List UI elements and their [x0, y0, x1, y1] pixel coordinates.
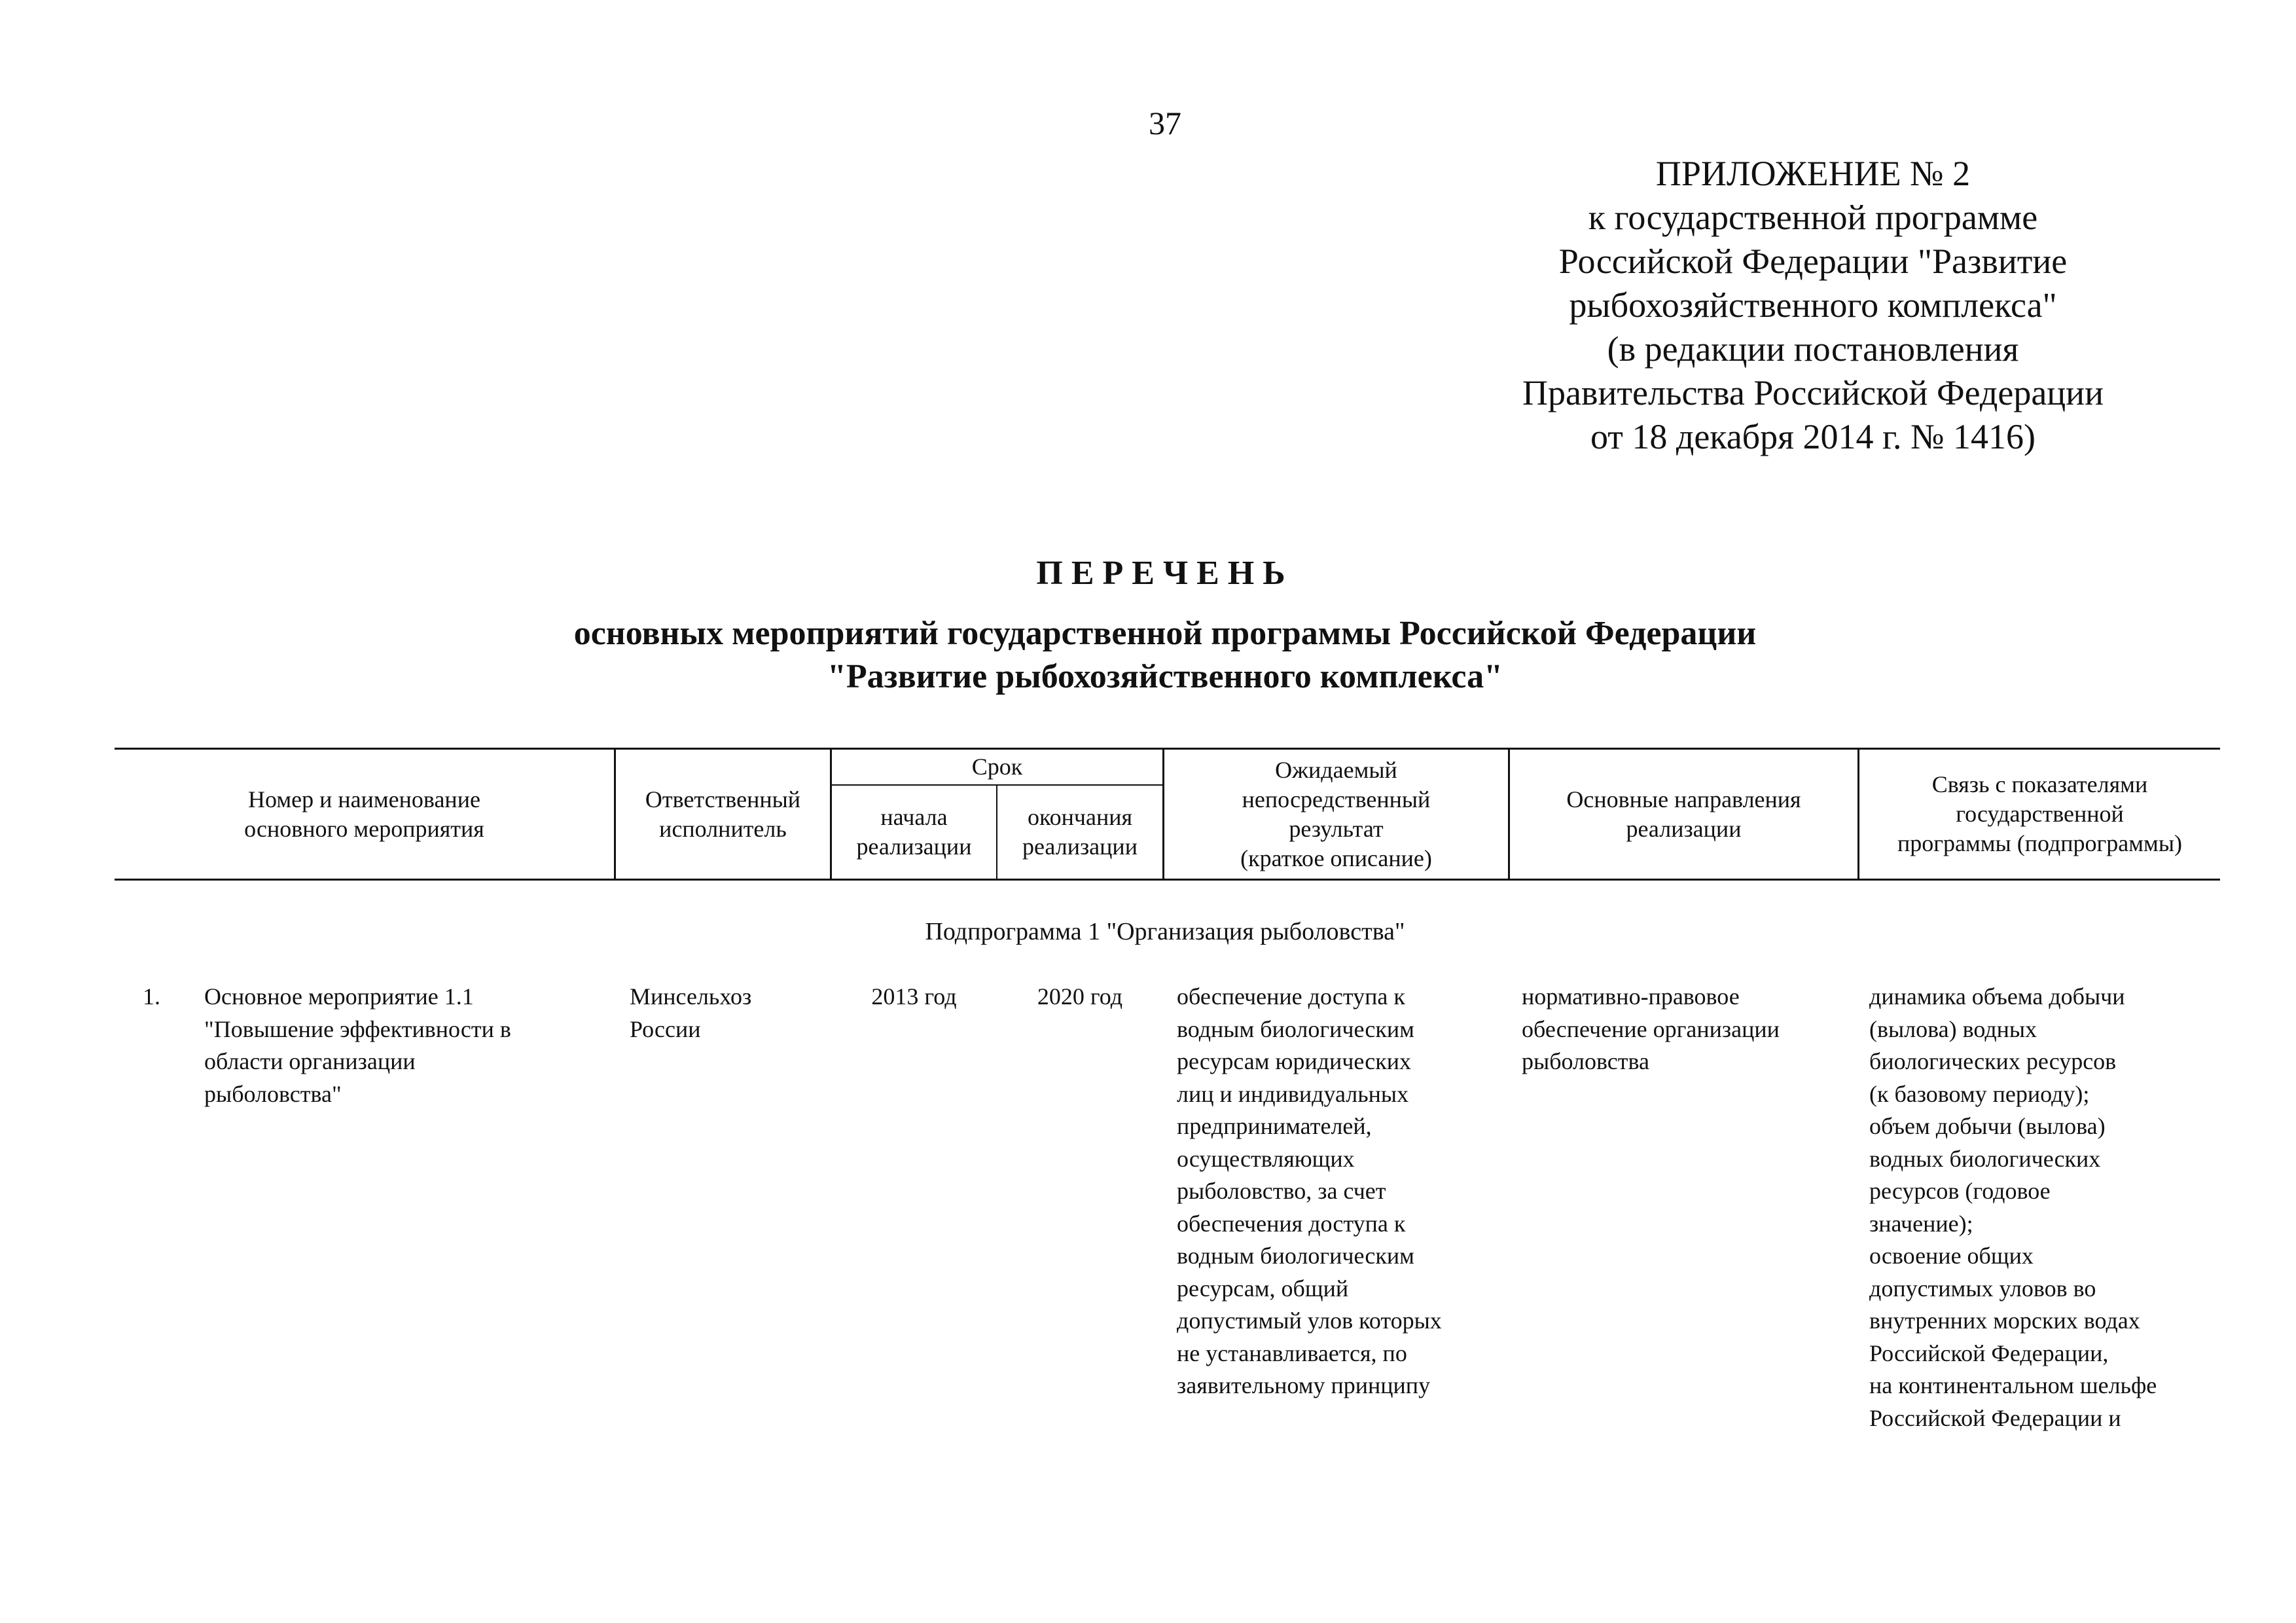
header-text: Ожидаемый	[1275, 756, 1397, 783]
cell-line: водным биологическим	[1177, 1015, 1414, 1042]
cell-line: водных биологических	[1869, 1145, 2101, 1172]
cell-line: внутренних морских водах	[1869, 1307, 2140, 1334]
header-text: реализации	[1626, 815, 1742, 842]
cell-line: ресурсам, общий	[1177, 1275, 1349, 1302]
row-number: 1.	[143, 983, 160, 1010]
header-text: (краткое описание)	[1240, 845, 1432, 871]
cell-line: "Повышение эффективности в	[204, 1015, 511, 1042]
cell-line: предпринимателей,	[1177, 1113, 1372, 1139]
cell-line: Минсельхоз	[630, 983, 752, 1010]
appendix-line: (в редакции постановления	[1607, 329, 2019, 369]
header-text: программы (подпрограммы)	[1897, 830, 2183, 856]
subtitle-line: основных мероприятий государственной программы Российской Федерации	[573, 615, 1757, 652]
cell-line: освоение общих	[1869, 1243, 2034, 1269]
header-term	[832, 750, 1162, 784]
cell-line: (вылова) водных	[1869, 1015, 2037, 1042]
appendix-line: ПРИЛОЖЕНИЕ № 2	[1655, 154, 1971, 193]
row-start: 2013 год	[871, 983, 957, 1010]
cell-line: Основное мероприятие 1.1	[204, 983, 474, 1010]
document-subtitle	[0, 612, 2296, 699]
header-text: результат	[1289, 815, 1384, 842]
header-end	[997, 786, 1162, 879]
cell-line: на континентальном шельфе	[1869, 1372, 2157, 1398]
cell-line: значение);	[1869, 1210, 1973, 1237]
header-text: государственной	[1956, 801, 2124, 827]
page-number: 37	[1149, 105, 1181, 141]
cell-line: биологических ресурсов	[1869, 1048, 2117, 1074]
header-text: реализации	[1022, 833, 1138, 860]
header-activity	[115, 750, 614, 879]
appendix-line: рыбохозяйственного комплекса"	[1569, 285, 2057, 325]
appendix-line: Правительства Российской Федерации	[1522, 373, 2104, 412]
header-text: начала	[880, 804, 948, 830]
cell-line: области организации	[204, 1048, 416, 1074]
row-executor	[630, 981, 751, 1046]
row-indicators	[1869, 981, 2157, 1434]
row-result	[1177, 981, 1442, 1402]
cell-line: рыболовства	[1522, 1048, 1649, 1074]
header-text: Ответственный	[645, 786, 801, 812]
cell-line: обеспечения доступа к	[1177, 1210, 1406, 1237]
cell-line: обеспечение доступа к	[1177, 983, 1405, 1010]
header-text: Номер и наименование	[248, 786, 480, 812]
cell-line: ресурсам юридических	[1177, 1048, 1412, 1074]
table-header-bottom-rule	[115, 879, 2220, 881]
header-text: Связь с показателями	[1931, 771, 2148, 797]
appendix-line: к государственной программе	[1588, 198, 2038, 237]
appendix-line: от 18 декабря 2014 г. № 1416)	[1590, 417, 2036, 456]
header-text: непосредственный	[1242, 786, 1431, 812]
header-start	[832, 786, 996, 879]
header-text: основного мероприятия	[244, 815, 484, 842]
cell-line: нормативно-правовое	[1522, 983, 1740, 1010]
header-text: Основные направления	[1566, 786, 1801, 812]
cell-line: Российской Федерации и	[1869, 1404, 2121, 1431]
cell-line: заявительному принципу	[1177, 1372, 1431, 1398]
cell-line: объем добычи (вылова)	[1869, 1113, 2106, 1139]
cell-line: обеспечение организации	[1522, 1015, 1780, 1042]
cell-line: осуществляющих	[1177, 1145, 1355, 1172]
cell-line: Российской Федерации,	[1869, 1340, 2109, 1366]
cell-line: динамика объема добычи	[1869, 983, 2125, 1010]
row-activity	[204, 981, 511, 1110]
cell-line: допустимый улов которых	[1177, 1307, 1442, 1334]
cell-line: (к базовому периоду);	[1869, 1080, 2090, 1107]
header-text: исполнитель	[659, 815, 787, 842]
header-text: окончания	[1027, 804, 1133, 830]
header-indicators	[1859, 750, 2220, 879]
cell-line: рыболовство, за счет	[1177, 1178, 1386, 1204]
header-result	[1164, 750, 1508, 879]
subprogram-label: Подпрограмма 1 "Организация рыболовства"	[925, 918, 1405, 945]
cell-line: не устанавливается, по	[1177, 1340, 1407, 1366]
cell-line: водным биологическим	[1177, 1243, 1414, 1269]
cell-line: рыболовства"	[204, 1080, 342, 1107]
document-title: ПЕРЕЧЕНЬ	[1036, 555, 1294, 592]
header-text: Срок	[971, 754, 1023, 780]
cell-line: ресурсов (годовое	[1869, 1178, 2051, 1204]
row-directions	[1522, 981, 1780, 1078]
appendix-line: Российской Федерации "Развитие	[1558, 242, 2068, 281]
header-directions	[1510, 750, 1857, 879]
cell-line: допустимых уловов во	[1869, 1275, 2096, 1302]
appendix-note	[1440, 152, 2186, 459]
header-text: реализации	[856, 833, 972, 860]
subtitle-line: "Развитие рыбохозяйственного комплекса"	[827, 658, 1503, 695]
row-end: 2020 год	[1037, 983, 1123, 1010]
header-executor	[616, 750, 830, 879]
cell-line: России	[630, 1015, 701, 1042]
cell-line: лиц и индивидуальных	[1177, 1080, 1409, 1107]
